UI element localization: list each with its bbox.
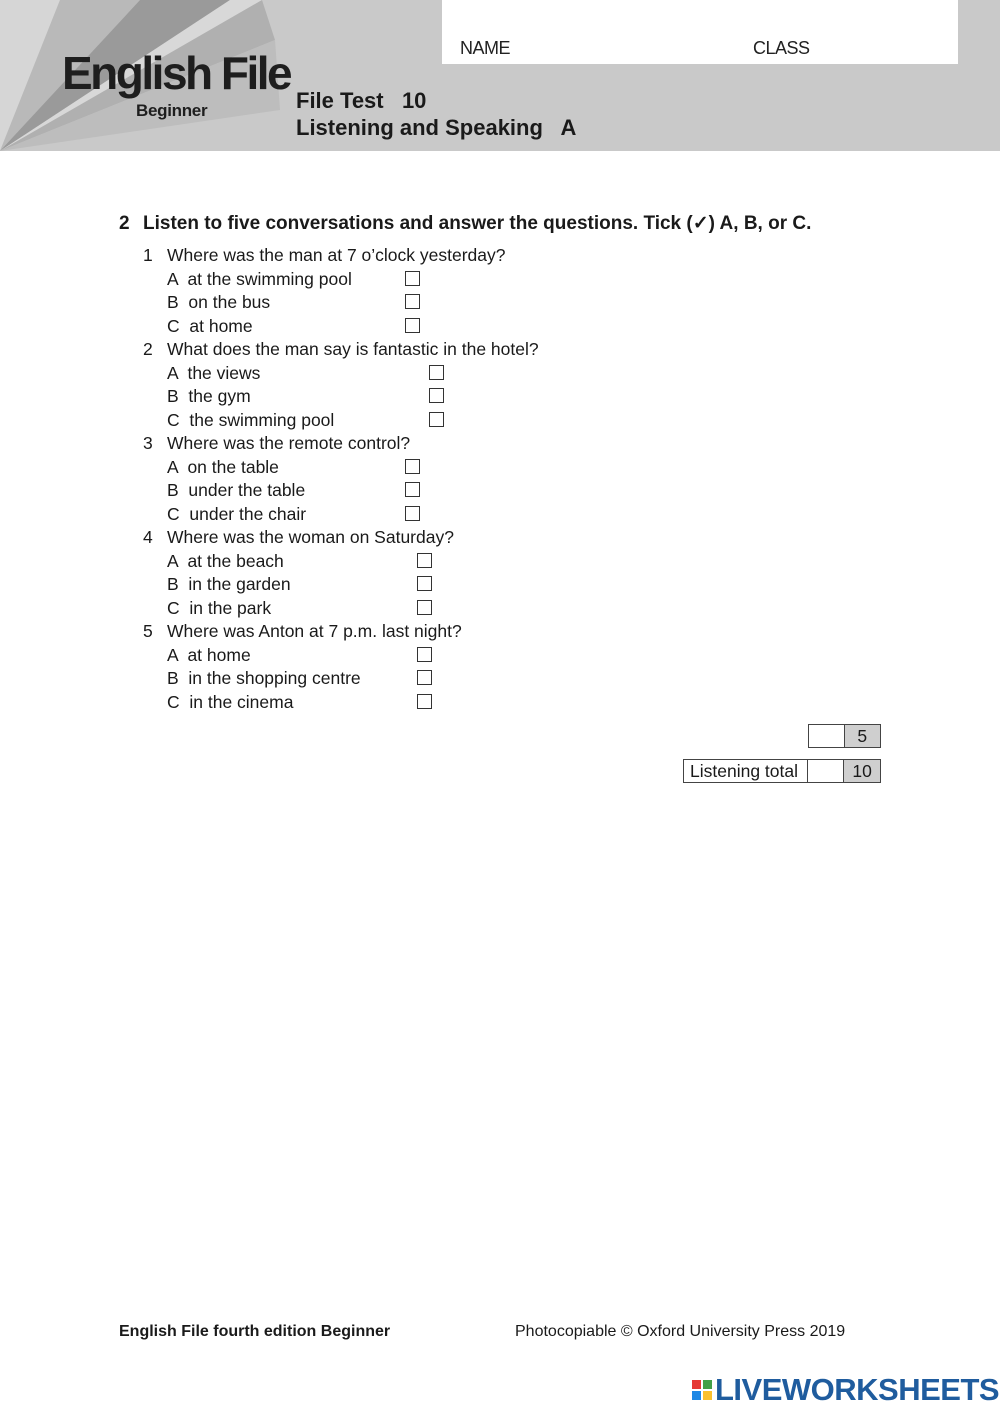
tick-box-2b[interactable]: [429, 388, 444, 403]
question-number: 3: [143, 433, 153, 453]
option-text: in the shopping centre: [188, 668, 361, 688]
question-4: [143, 526, 843, 550]
option-text: in the garden: [188, 574, 291, 594]
option-text: the swimming pool: [189, 409, 335, 430]
option-5c: [143, 691, 843, 715]
tick-box-2c[interactable]: [429, 412, 444, 427]
option-letter: B: [167, 292, 179, 312]
question-number: 2: [143, 339, 153, 359]
question-number: 5: [143, 621, 153, 641]
option-letter: C: [167, 691, 180, 712]
tick-box-1c[interactable]: [405, 318, 420, 333]
option-letter: C: [167, 597, 180, 618]
footer-copyright: Photocopiable © Oxford University Press 2019: [515, 1323, 846, 1340]
option-2c: [143, 409, 843, 433]
listening-total-max: 10: [844, 760, 880, 782]
option-4b: [143, 573, 843, 597]
tick-box-4b[interactable]: [417, 576, 432, 591]
option-2a: [143, 362, 843, 386]
question-text: Where was the remote control?: [167, 433, 411, 453]
logo-square-green: [703, 1380, 712, 1389]
option-5b: [143, 667, 843, 691]
question-2: [143, 338, 843, 362]
tick-box-5c[interactable]: [417, 694, 432, 709]
logo-square-blue: [692, 1391, 701, 1400]
test-subtitle: Listening and Speaking A: [296, 115, 577, 140]
listening-total-label: Listening total: [684, 760, 808, 782]
tick-box-3c[interactable]: [405, 506, 420, 521]
name-label: NAME: [460, 38, 511, 58]
option-text: at home: [189, 315, 253, 336]
option-3b: [143, 479, 843, 503]
tick-box-4c[interactable]: [417, 600, 432, 615]
logo-square-yellow: [703, 1391, 712, 1400]
tick-box-5b[interactable]: [417, 670, 432, 685]
option-text: at the beach: [187, 550, 284, 571]
liveworksheets-logo-icon: [692, 1380, 712, 1400]
question-text: Where was Anton at 7 p.m. last night?: [167, 621, 462, 641]
option-4c: [143, 597, 843, 621]
option-text: at home: [187, 644, 251, 665]
option-letter: A: [167, 644, 178, 665]
logo-subtitle: Beginner: [136, 101, 208, 120]
option-text: under the chair: [189, 503, 307, 524]
tick-box-3b[interactable]: [405, 482, 420, 497]
option-1c: [143, 315, 843, 339]
option-letter: B: [167, 574, 179, 594]
option-text: under the table: [188, 480, 306, 500]
section-score-max: 5: [845, 725, 881, 747]
tick-box-1b[interactable]: [405, 294, 420, 309]
option-letter: C: [167, 503, 180, 524]
listening-total-input[interactable]: [808, 760, 844, 782]
logo-title: English File: [62, 47, 291, 99]
option-text: at the swimming pool: [187, 268, 352, 289]
tick-box-4a[interactable]: [417, 553, 432, 568]
tick-box-2a[interactable]: [429, 365, 444, 380]
tick-box-3a[interactable]: [405, 459, 420, 474]
option-letter: A: [167, 268, 178, 289]
question-1: [143, 244, 843, 268]
question-number: 1: [143, 245, 153, 265]
tick-box-1a[interactable]: [405, 271, 420, 286]
option-3a: [143, 456, 843, 480]
question-text: Where was the woman on Saturday?: [167, 527, 454, 547]
section-score-box: [808, 724, 881, 748]
option-text: on the bus: [188, 292, 271, 312]
option-letter: B: [167, 386, 179, 406]
question-number: 4: [143, 527, 153, 547]
option-text: on the table: [187, 456, 279, 477]
option-2b: [143, 385, 843, 409]
listening-total-box: [683, 759, 881, 783]
logo-square-red: [692, 1380, 701, 1389]
option-1b: [143, 291, 843, 315]
option-letter: B: [167, 668, 179, 688]
option-text: the gym: [188, 386, 251, 406]
tick-box-5a[interactable]: [417, 647, 432, 662]
question-5: [143, 620, 843, 644]
option-letter: A: [167, 550, 178, 571]
page-header: [0, 0, 1000, 151]
class-label: CLASS: [753, 38, 810, 58]
option-text: the views: [187, 362, 261, 383]
question-text: Where was the man at 7 o’clock yesterday?: [167, 245, 506, 265]
name-class-box: [442, 0, 958, 64]
option-letter: B: [167, 480, 179, 500]
instruction-text: Listen to five conversations and answer the questions. Tick (✓) A, B, or C.: [143, 213, 812, 234]
test-title: File Test 10: [296, 88, 427, 113]
option-letter: A: [167, 456, 178, 477]
option-letter: C: [167, 315, 180, 336]
section-number: 2: [119, 213, 130, 234]
section-score-input[interactable]: [809, 725, 845, 747]
option-letter: C: [167, 409, 180, 430]
liveworksheets-watermark: [692, 1372, 999, 1408]
option-text: in the cinema: [189, 691, 294, 712]
option-letter: A: [167, 362, 178, 383]
question-text: What does the man say is fantastic in the hotel?: [167, 339, 539, 359]
liveworksheets-text: LIVEWORKSHEETS: [715, 1372, 1000, 1407]
option-3c: [143, 503, 843, 527]
option-4a: [143, 550, 843, 574]
section-instruction: [119, 212, 879, 235]
option-5a: [143, 644, 843, 668]
option-text: in the park: [189, 597, 272, 618]
question-3: [143, 432, 843, 456]
option-1a: [143, 268, 843, 292]
footer-edition: English File fourth edition Beginner: [119, 1323, 391, 1340]
question-list: [143, 244, 843, 714]
